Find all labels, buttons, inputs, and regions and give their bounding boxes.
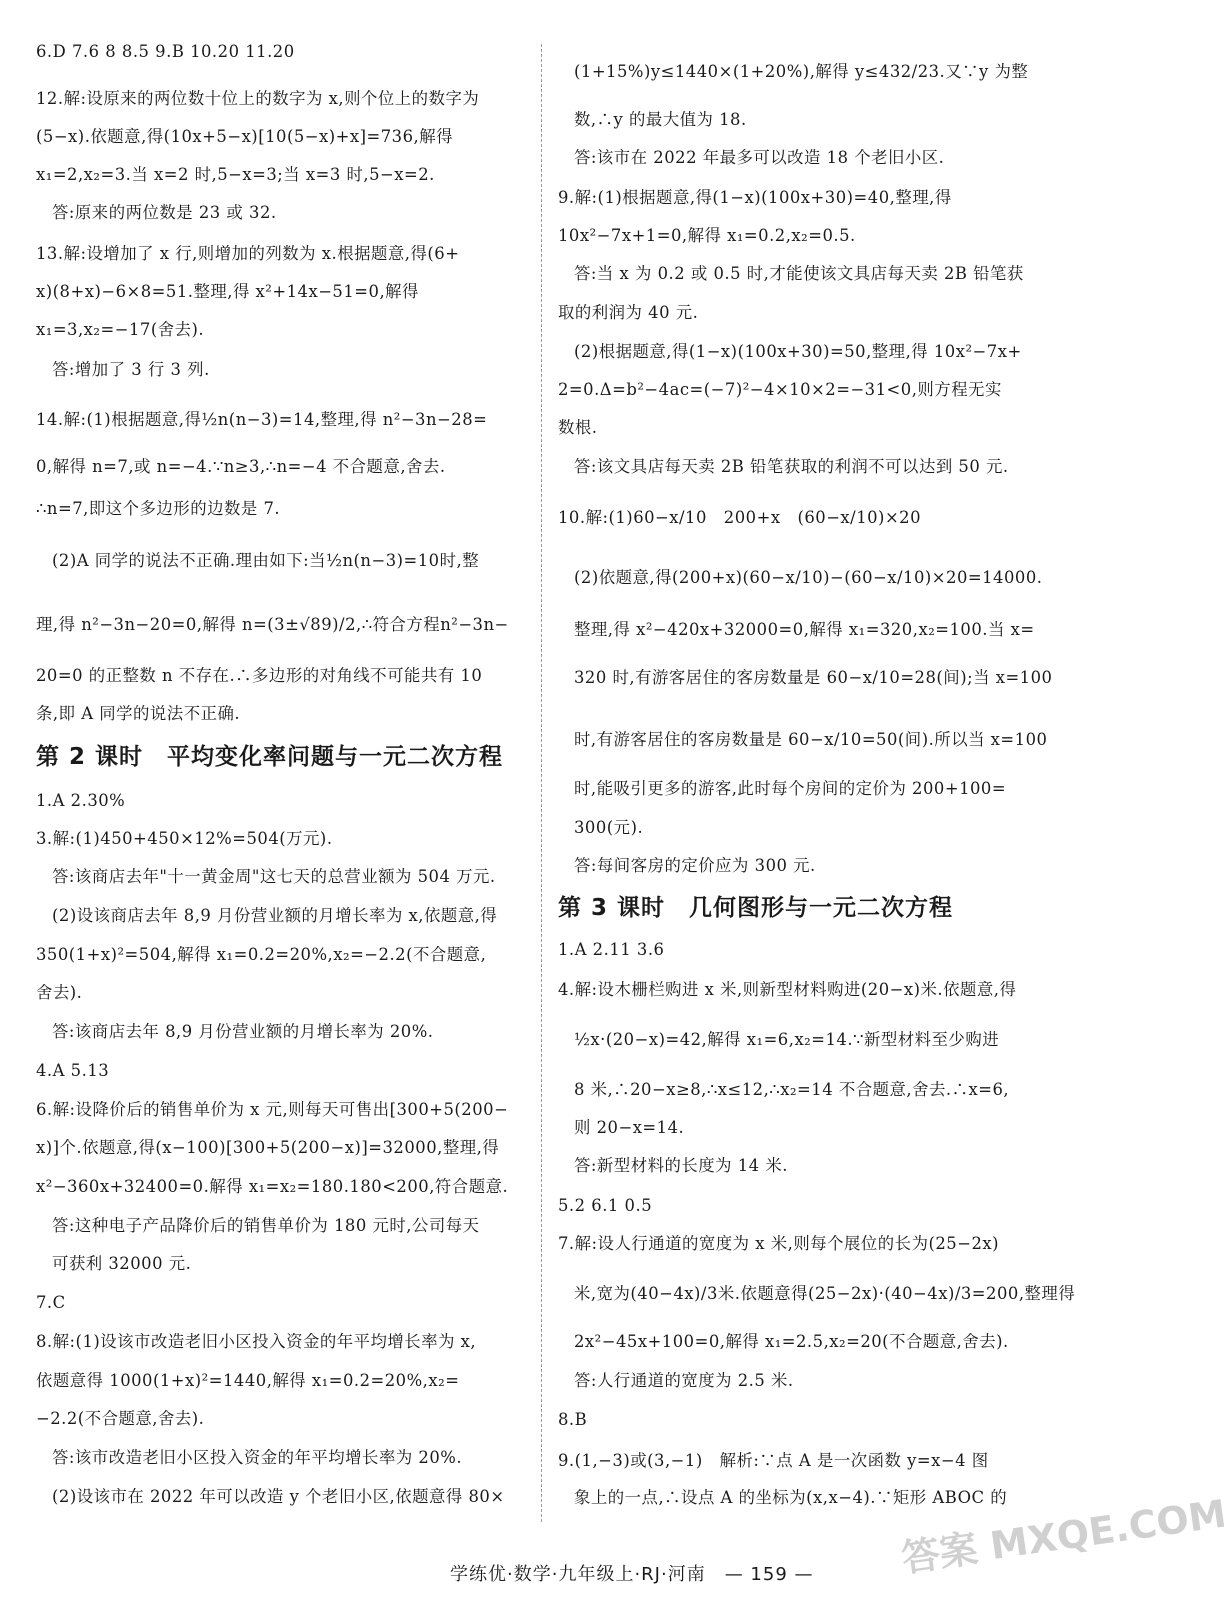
answer-line: x₁=2,x₂=3.当 x=2 时,5−x=3;当 x=3 时,5−x=2.	[36, 165, 435, 184]
answer-line: (2)A 同学的说法不正确.理由如下:当½n(n−3)=10时,整	[52, 551, 480, 570]
answer-line: 则 20−x=14.	[574, 1118, 685, 1137]
answer-line: 时,有游客居住的客房数量是 60−x/10=50(间).所以当 x=100	[574, 730, 1048, 749]
answer-line: −2.2(不合题意,舍去).	[36, 1409, 205, 1428]
section-heading: 第 3 课时 几何图形与一元二次方程	[558, 895, 954, 921]
answer-line: 答:人行通道的宽度为 2.5 米.	[574, 1371, 794, 1390]
answer-line: 320 时,有游客居住的客房数量是 60−x/10=28(间);当 x=100	[574, 668, 1053, 687]
answer-line: (2)设该市在 2022 年可以改造 y 个老旧小区,依题意得 80×	[52, 1487, 505, 1506]
answer-line: 数,∴y 的最大值为 18.	[574, 110, 747, 129]
answer-line: 10.解:(1)60−x/10 200+x (60−x/10)×20	[558, 508, 922, 527]
answer-line: 数根.	[558, 418, 598, 437]
answer-line: 理,得 n²−3n−20=0,解得 n=(3±√89)/2,∴符合方程n²−3n−	[36, 615, 509, 634]
answer-line: 7.C	[36, 1293, 66, 1312]
answer-line: 舍去).	[36, 983, 83, 1002]
answer-line: 答:该市在 2022 年最多可以改造 18 个老旧小区.	[574, 148, 945, 167]
answer-line: (2)依题意,得(200+x)(60−x/10)−(60−x/10)×20=14000.	[574, 568, 1043, 587]
watermark-logo: 答案 MXQE.COM	[899, 1491, 1229, 1581]
answer-line: 12.解:设原来的两位数十位上的数字为 x,则个位上的数字为	[36, 89, 480, 108]
answer-line: (2)设该商店去年 8,9 月份营业额的月增长率为 x,依题意,得	[52, 906, 498, 925]
answer-line: 8.解:(1)设该市改造老旧小区投入资金的年平均增长率为 x,	[36, 1332, 477, 1351]
answer-line: 8 米,∴20−x≥8,∴x≤12,∴x₂=14 不合题意,舍去.∴x=6,	[574, 1080, 1010, 1099]
answer-line: ∴n=7,即这个多边形的边数是 7.	[36, 499, 281, 518]
answer-line: 1.A 2.11 3.6	[558, 940, 665, 959]
answer-line: (1+15%)y≤1440×(1+20%),解得 y≤432/23.又∵y 为整	[574, 62, 1029, 81]
answer-line: 答:该市改造老旧小区投入资金的年平均增长率为 20%.	[52, 1448, 463, 1467]
answer-line: 14.解:(1)根据题意,得½n(n−3)=14,整理,得 n²−3n−28=	[36, 410, 488, 429]
answer-line: (5−x).依题意,得(10x+5−x)[10(5−x)+x]=736,解得	[36, 127, 454, 146]
answer-line: 8.B	[558, 1410, 588, 1429]
answer-line: 7.解:设人行通道的宽度为 x 米,则每个展位的长为(25−2x)	[558, 1234, 1000, 1253]
answer-line: 答:该文具店每天卖 2B 铅笔获取的利润不可以达到 50 元.	[574, 457, 1009, 476]
answer-line: 10x²−7x+1=0,解得 x₁=0.2,x₂=0.5.	[558, 226, 856, 245]
answer-line: 350(1+x)²=504,解得 x₁=0.2=20%,x₂=−2.2(不合题意,	[36, 945, 487, 964]
answer-line: 20=0 的正整数 n 不存在.∴多边形的对角线不可能共有 10	[36, 666, 483, 685]
answer-line: x²−360x+32400=0.解得 x₁=x₂=180.180<200,符合题意.	[36, 1177, 509, 1196]
answer-line: 答:该商店去年"十一黄金周"这七天的总营业额为 504 万元.	[52, 867, 496, 886]
answer-line: 9.(1,−3)或(3,−1) 解析:∵点 A 是一次函数 y=x−4 图	[558, 1451, 989, 1470]
answer-line: x₁=3,x₂=−17(舍去).	[36, 320, 205, 339]
answer-line: ½x·(20−x)=42,解得 x₁=6,x₂=14.∵新型材料至少购进	[574, 1030, 1000, 1049]
answer-line: 条,即 A 同学的说法不正确.	[36, 704, 241, 723]
answer-line: 答:每间客房的定价应为 300 元.	[574, 856, 816, 875]
answer-line: 6.D 7.6 8 8.5 9.B 10.20 11.20	[36, 42, 295, 61]
answer-line: 13.解:设增加了 x 行,则增加的列数为 x.根据题意,得(6+	[36, 244, 460, 263]
answer-line: x)]个.依题意,得(x−100)[300+5(200−x)]=32000,整理,得	[36, 1138, 500, 1157]
section-heading: 第 2 课时 平均变化率问题与一元二次方程	[36, 744, 504, 770]
answer-line: 可获利 32000 元.	[52, 1254, 192, 1273]
answer-line: 1.A 2.30%	[36, 791, 126, 810]
answer-line: 答:新型材料的长度为 14 米.	[574, 1156, 788, 1175]
answer-line: 时,能吸引更多的游客,此时每个房间的定价为 200+100=	[574, 779, 1007, 798]
answer-line: 3.解:(1)450+450×12%=504(万元).	[36, 829, 333, 848]
answer-line: 取的利润为 40 元.	[558, 303, 699, 322]
answer-line: 答:增加了 3 行 3 列.	[52, 360, 210, 379]
answer-line: (2)根据题意,得(1−x)(100x+30)=50,整理,得 10x²−7x+	[574, 342, 1022, 361]
answer-line: 0,解得 n=7,或 n=−4.∵n≥3,∴n=−4 不合题意,舍去.	[36, 457, 446, 476]
answer-line: 4.解:设木栅栏购进 x 米,则新型材料购进(20−x)米.依题意,得	[558, 980, 1017, 999]
answer-line: 6.解:设降价后的销售单价为 x 元,则每天可售出[300+5(200−	[36, 1100, 509, 1119]
answer-line: 米,宽为(40−4x)/3米.依题意得(25−2x)·(40−4x)/3=200,整理得	[574, 1284, 1076, 1303]
answer-line: 答:原来的两位数是 23 或 32.	[52, 203, 277, 222]
answer-line: 依题意得 1000(1+x)²=1440,解得 x₁=0.2=20%,x₂=	[36, 1371, 460, 1390]
answer-line: 答:当 x 为 0.2 或 0.5 时,才能使该文具店每天卖 2B 铅笔获	[574, 264, 1024, 283]
answer-line: 2x²−45x+100=0,解得 x₁=2.5,x₂=20(不合题意,舍去).	[574, 1332, 1009, 1351]
answer-line: x)(8+x)−6×8=51.整理,得 x²+14x−51=0,解得	[36, 282, 419, 301]
answer-line: 2=0.Δ=b²−4ac=(−7)²−4×10×2=−31<0,则方程无实	[558, 380, 1002, 399]
answer-line: 答:这种电子产品降价后的销售单价为 180 元时,公司每天	[52, 1216, 480, 1235]
answer-line: 整理,得 x²−420x+32000=0,解得 x₁=320,x₂=100.当 x=	[574, 620, 1035, 639]
answer-line: 象上的一点,∴设点 A 的坐标为(x,x−4).∵矩形 ABOC 的	[574, 1488, 1008, 1507]
column-divider	[541, 44, 542, 1522]
answer-line: 300(元).	[574, 818, 644, 837]
answer-line: 9.解:(1)根据题意,得(1−x)(100x+30)=40,整理,得	[558, 188, 952, 207]
answer-line: 5.2 6.1 0.5	[558, 1196, 653, 1215]
page-footer: 学练优·数学·九年级上·RJ·河南 — 159 —	[450, 1564, 814, 1585]
answer-line: 4.A 5.13	[36, 1061, 110, 1080]
answer-line: 答:该商店去年 8,9 月份营业额的月增长率为 20%.	[52, 1022, 434, 1041]
